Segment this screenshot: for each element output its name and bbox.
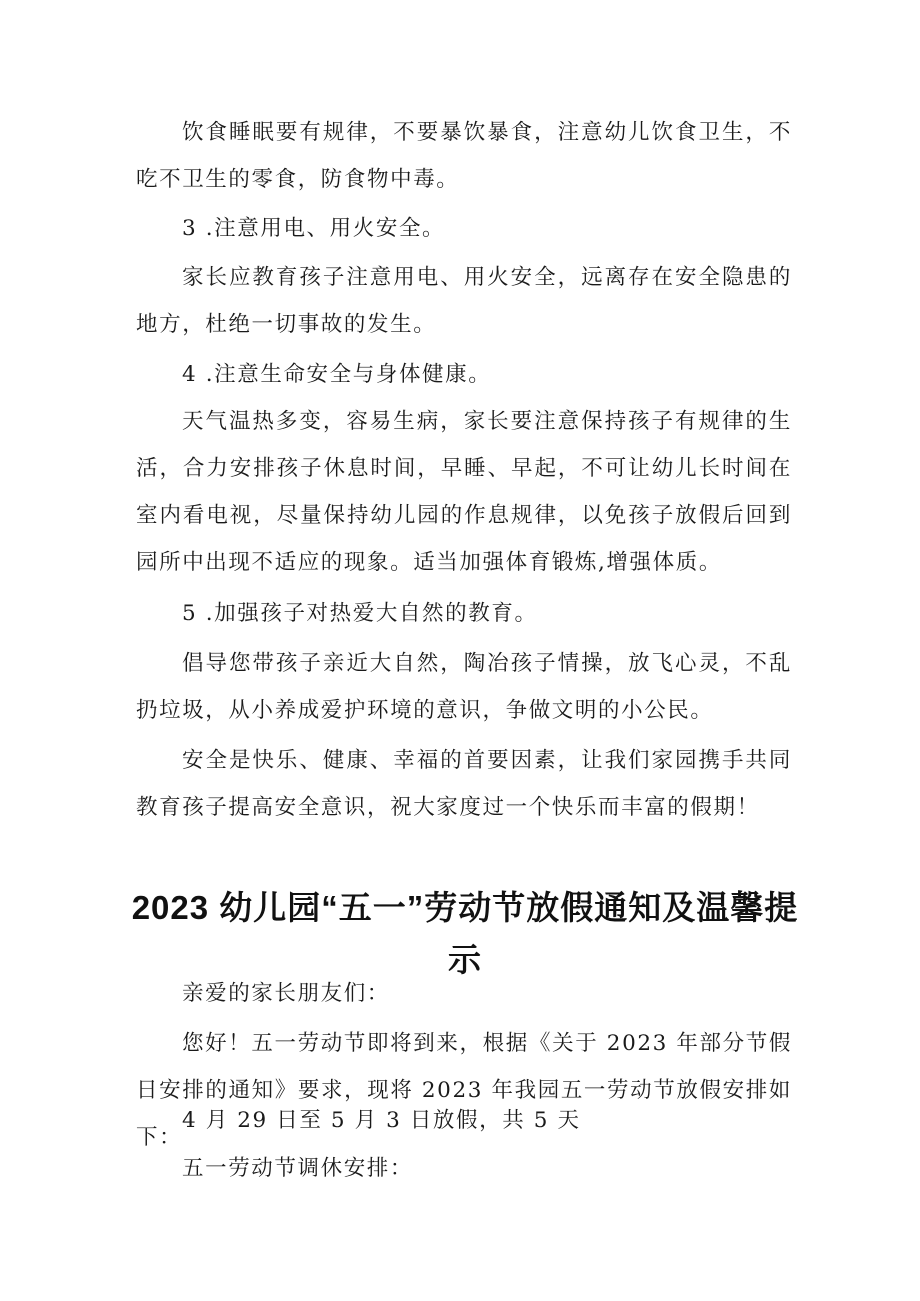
holiday-dates-line: 4 月 29 日至 5 月 3 日放假，共 5 天 — [182, 1108, 581, 1133]
notice-title: 2023 幼儿园“五一”劳动节放假通知及温馨提示 — [131, 889, 799, 978]
greeting-line: 亲爱的家长朋友们： — [182, 981, 390, 1006]
nature-education-paragraph: 倡导您带孩子亲近大自然，陶冶孩子情操，放飞心灵，不乱扔垃圾，从小养成爱护环境的意识，争做文明的小公民。 — [136, 651, 792, 723]
intro-paragraph: 您好！五一劳动节即将到来，根据《关于 2023 年部分节假日安排的通知》要求，现将 2023 年我园五一劳动节放假安排如下： — [136, 1031, 792, 1150]
diet-sleep-paragraph: 饮食睡眠要有规律，不要暴饮暴食，注意幼儿饮食卫生，不吃不卫生的零食，防食物中毒。 — [136, 120, 792, 192]
adjustment-heading: 五一劳动节调休安排： — [182, 1156, 414, 1181]
closing-paragraph: 安全是快乐、健康、幸福的首要因素，让我们家园携手共同教育孩子提高安全意识，祝大家度过一个快乐而丰富的假期！ — [136, 748, 792, 820]
life-health-paragraph: 天气温热多变，容易生病，家长要注意保持孩子有规律的生活，合力安排孩子休息时间，早睡、早起，不可让幼儿长时间在室内看电视，尽量保持幼儿园的作息规律，以免孩子放假后回到园所中出现不适应的现象。适当加强体育锻炼,增强体质。 — [136, 409, 792, 575]
electricity-fire-heading: 3 .注意用电、用火安全。 — [182, 216, 446, 241]
nature-education-heading: 5 .加强孩子对热爱大自然的教育。 — [182, 601, 538, 626]
electricity-fire-paragraph: 家长应教育孩子注意用电、用火安全，远离存在安全隐患的地方，杜绝一切事故的发生。 — [136, 265, 792, 337]
life-health-heading: 4 .注意生命安全与身体健康。 — [182, 362, 492, 387]
